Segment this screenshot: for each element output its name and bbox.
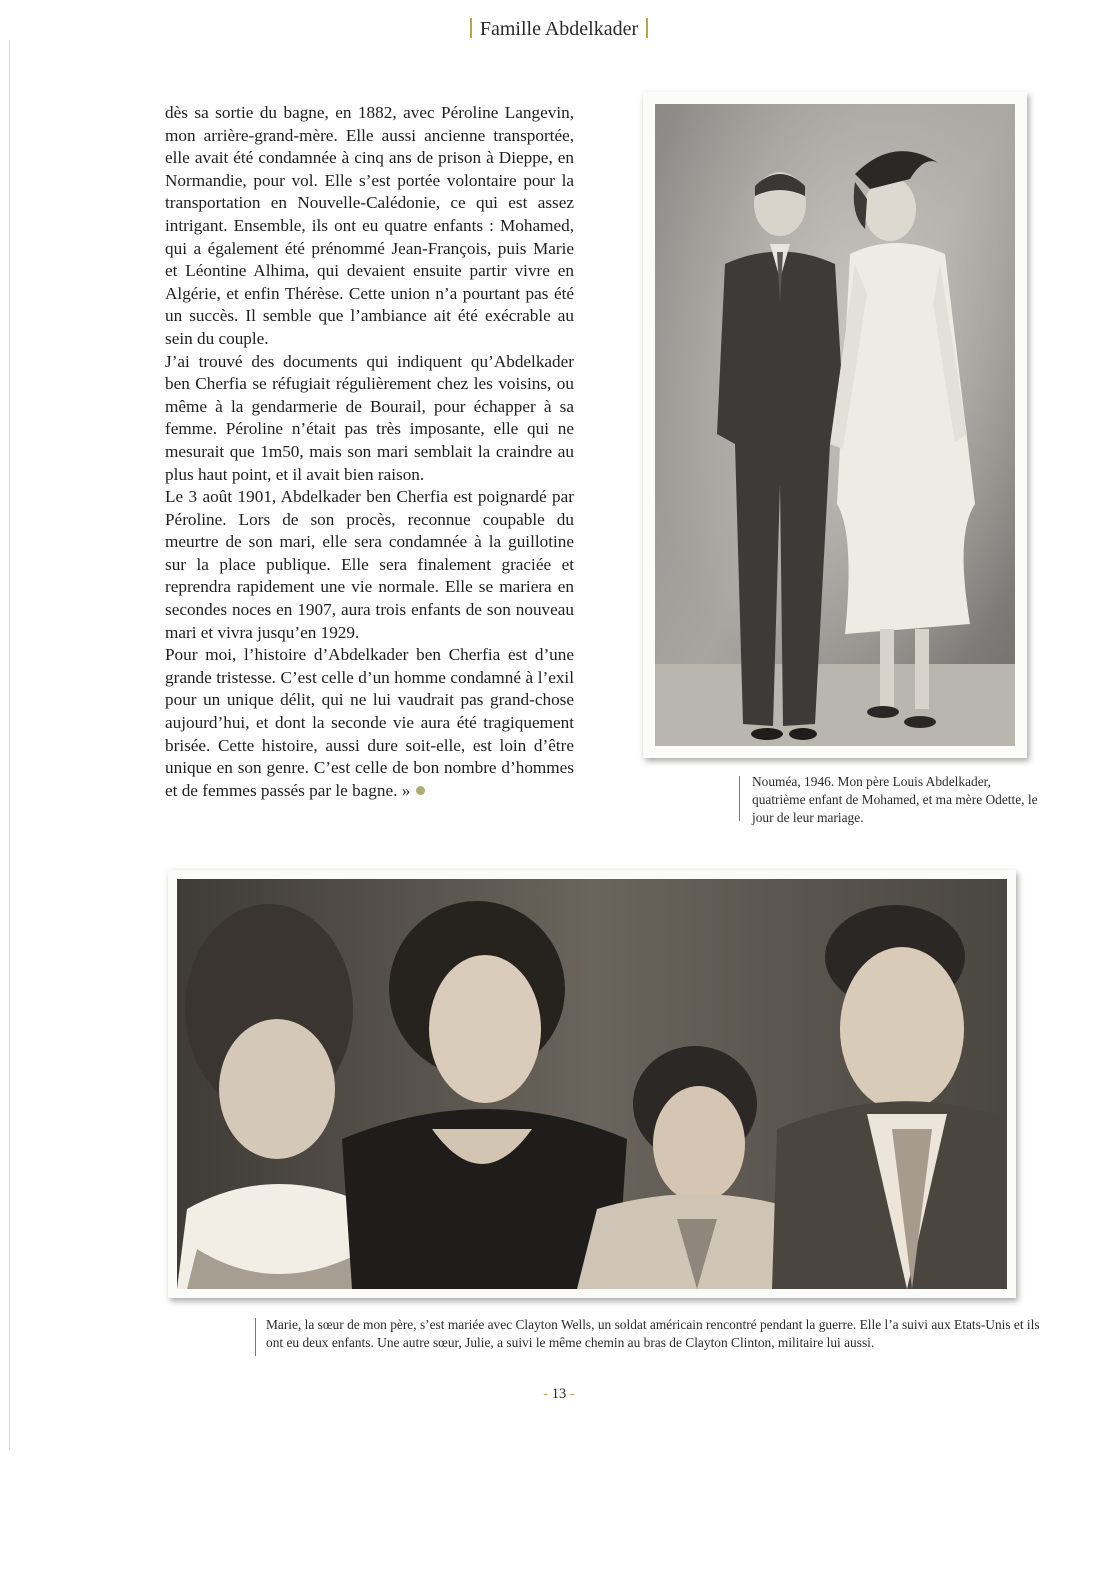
paragraph-last	[165, 644, 574, 802]
article-body	[165, 102, 574, 802]
caption-rule	[255, 1318, 256, 1356]
page-number-dash: -	[569, 1386, 575, 1402]
wedding-photo-frame	[643, 92, 1027, 758]
wedding-photo	[655, 104, 1015, 746]
wedding-photo-caption: Nouméa, 1946. Mon père Louis Abdelkader, quatrième enfant de Mohamed, et ma mère Odette, le jour de leur mariage.	[752, 774, 1038, 825]
margin-rule	[9, 40, 10, 1450]
paragraph: dès sa sortie du bagne, en 1882, avec Péroline Langevin, mon arrière-grand-mère. Elle aussi ancienne transportée, elle avait été condamnée à cinq ans de prison à Dieppe, en Normandie, pour vol. Elle s’est portée volontaire pour la transportation en Nouvelle-Calédonie, ce qui est assez intrigant. Ensemble, ils ont eu quatre enfants : Mohamed, qui a également été prénommé Jean-François, puis Marie et Léontine Alhima, qui devaient ensuite partir vivre en Algérie, et enfin Thérèse. Cette union n’a pourtant pas été un succès. Il semble que l’ambiance ait été exécrable au sein du couple.	[165, 103, 574, 348]
page-number-dash: -	[543, 1386, 549, 1402]
header-title: Famille Abdelkader	[479, 18, 639, 40]
header-bar-left	[470, 18, 472, 38]
paragraph: Le 3 août 1901, Abdelkader ben Cherfia est poignardé par Péroline. Lors de son procès, reconnue coupable du meurtre de son mari, elle sera condamnée à la guillotine sur la place publique. Elle sera finalement graciée et reprendra rapidement une vie normale. Elle se mariera en secondes noces en 1907, aura trois enfants de son nouveau mari et vivra jusqu’en 1929.	[165, 487, 574, 642]
end-of-article-dot	[416, 786, 425, 795]
paragraph: J’ai trouvé des documents qui indiquent qu’Abdelkader ben Cherfia se réfugiait régulièrement chez les voisins, ou même à la gendarmerie de Bourail, pour échapper à sa femme. Péroline n’était pas très imposante, elle qui ne mesurait que 1m50, mais son mari semblait la craindre au plus haut point, et il avait bien raison.	[165, 351, 574, 484]
family-photo-frame	[168, 870, 1016, 1298]
page-number	[0, 1386, 1118, 1403]
caption-rule	[739, 776, 740, 821]
paragraph-text: Pour moi, l’histoire d’Abdelkader ben Cherfia est d’une grande tristesse. C’est celle d’un homme condamné à l’exil pour un unique délit, qui ne lui vaudrait pas grand-chose aujourd’hui, et dont la seconde vie aura été tragiquement brisée. Cette histoire, aussi dure soit-elle, est loin d’être unique en son genre. C’est celle de bon nombre d’hommes et de femmes passés par le bagne. »	[165, 645, 574, 800]
family-photo-caption: Marie, la sœur de mon père, s’est mariée avec Clayton Wells, un soldat américain rencontré pendant la guerre. Elle l’a suivi aux Etats-Unis et ils ont eu deux enfants. Une autre sœur, Julie, a suivi le même chemin au bras de Clayton Clinton, militaire lui aussi.	[266, 1317, 1040, 1350]
header-bar-right	[646, 18, 648, 38]
family-photo	[177, 879, 1007, 1289]
running-header	[0, 18, 1118, 41]
page-number-value: 13	[551, 1386, 567, 1402]
